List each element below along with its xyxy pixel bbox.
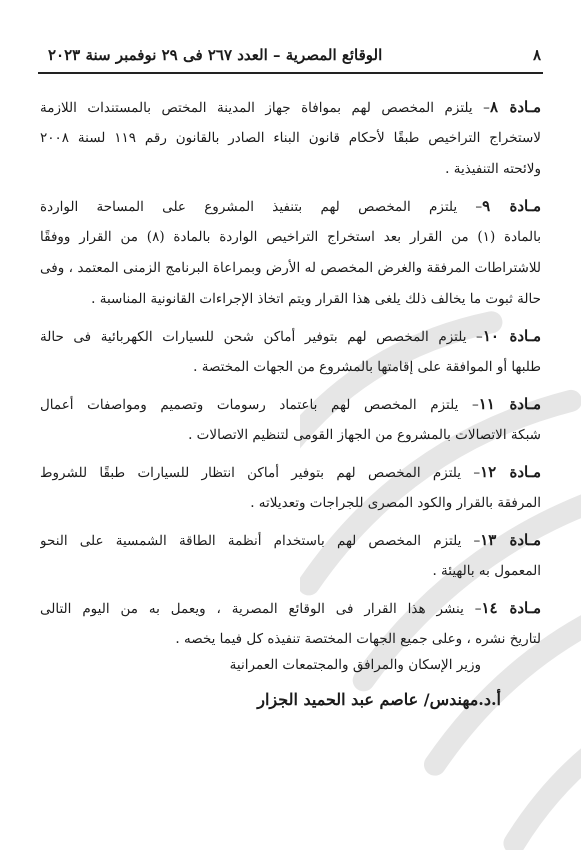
page-number: ٨ (532, 46, 541, 64)
page-header (40, 42, 541, 68)
article-9 (40, 191, 541, 315)
minister-signature-name: أ.د.مهندس/ عاصم عبد الحميد الجزار (257, 690, 501, 709)
article-text-line: – يلتزم المخصص لهم بتوفير أماكن انتظار للسيارات طبقًا للشروط (40, 465, 481, 481)
article-text-line: للاشتراطات المرفقة والغرض المخصص له الأرض وبمراعاة البرنامج الزمنى المعتمد ، وفى (40, 260, 541, 276)
minister-title: وزير الإسكان والمرافق والمجتمعات العمرانية (229, 657, 481, 673)
article-10 (40, 321, 541, 383)
article-label: مـادة ١٤ (481, 599, 541, 617)
article-12 (40, 457, 541, 519)
article-label: مـادة ١٣ (480, 531, 541, 549)
article-label: مـادة ١٢ (480, 463, 541, 481)
gazette-header-title: الوقائع المصرية – العدد ٢٦٧ فى ٢٩ نوفمبر سنة ٢٠٢٣ (48, 46, 383, 64)
article-11 (40, 389, 541, 451)
article-text-line: شبكة الاتصالات بالمشروع من الجهاز القومى لتنظيم الاتصالات . (188, 427, 541, 443)
article-text-line: المعمول به بالهيئة . (432, 563, 541, 579)
article-text-line: طلبها أو الموافقة على إقامتها بالمشروع من الجهات المختصة . (193, 359, 541, 375)
article-label: مـادة ١١ (478, 395, 541, 413)
article-text-line: – ينشر هذا القرار فى الوقائع المصرية ، ويعمل به من اليوم التالى (40, 601, 482, 617)
article-13 (40, 525, 541, 587)
header-divider (38, 72, 543, 74)
article-text-line: – يلتزم المخصص لهم بتنفيذ المشروع على المساحة الواردة (40, 199, 483, 215)
article-label: مـادة ٨ (489, 98, 541, 116)
article-label: مـادة ٩ (482, 197, 541, 215)
article-text-line: ولائحته التنفيذية . (445, 161, 541, 177)
article-14 (40, 593, 541, 655)
article-text-line: – يلتزم المخصص لهم باعتماد رسومات وتصميم ومواصفات أعمال (40, 397, 479, 413)
article-text-line: لاستخراج التراخيص طبقًا لأحكام قانون البناء الصادر بالقانون رقم ١١٩ لسنة ٢٠٠٨ (40, 130, 541, 146)
article-text-line: – يلتزم المخصص لهم بتوفير أماكن شحن للسيارات الكهربائية فى حالة (40, 329, 483, 345)
article-text-line: بالمادة (١) من القرار بعد استخراج التراخيص الواردة بالمادة (٨) من القرار ووفقًا (40, 229, 541, 245)
article-text-line: – يلتزم المخصص لهم باستخدام أنظمة الطاقة الشمسية على النحو (40, 533, 481, 549)
article-text-line: – يلتزم المخصص لهم بموافاة جهاز المدينة المختص بالمستندات اللازمة (40, 100, 490, 116)
article-text-line: لتاريخ نشره ، وعلى جميع الجهات المختصة تنفيذه كل فيما يخصه . (175, 631, 541, 647)
article-8 (40, 92, 541, 185)
article-text-line: حالة ثبوت ما يخالف ذلك يلغى هذا القرار ويتم اتخاذ الإجراءات القانونية المناسبة . (91, 291, 541, 307)
article-text-line: المرفقة بالقرار والكود المصرى للجراجات وتعديلاته . (250, 495, 541, 511)
decree-body (40, 92, 541, 661)
article-label: مـادة ١٠ (482, 327, 541, 345)
